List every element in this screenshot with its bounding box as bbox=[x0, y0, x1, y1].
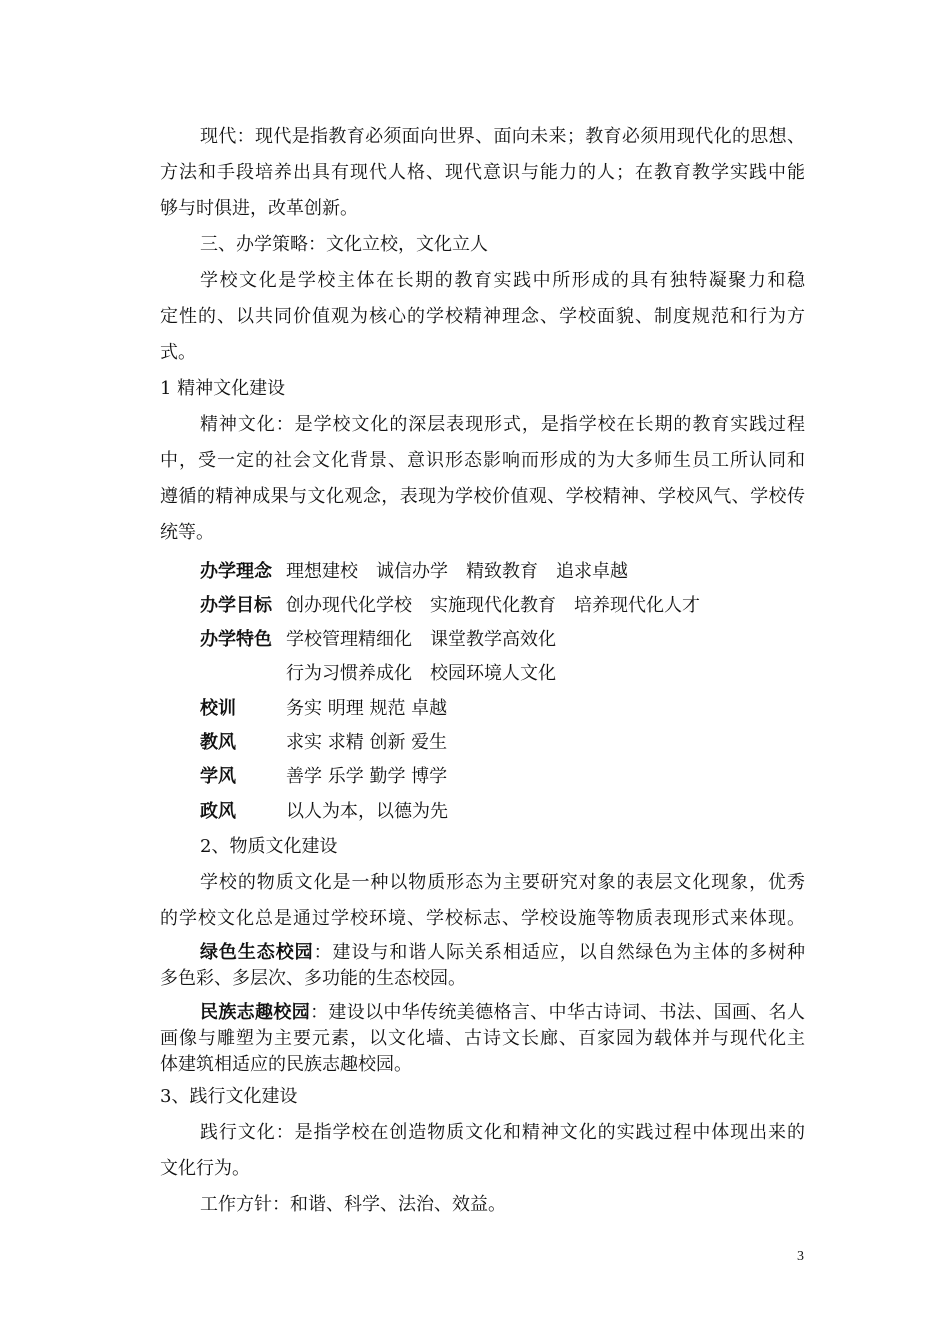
paragraph-line: 学校文化是学校主体在长期的教育实践中所形成的具有独特凝聚力和稳 bbox=[200, 270, 805, 291]
principle-label: 政风 bbox=[200, 801, 236, 822]
principle-row bbox=[200, 561, 628, 583]
paragraph-line: 的学校文化总是通过学校环境、学校标志、学校设施等物质表现形式来体现。 bbox=[160, 908, 805, 929]
bold-term: 民族志趣校园 bbox=[200, 1002, 311, 1023]
principle-value: 求实 求精 创新 爱生 bbox=[286, 732, 448, 753]
principle-row bbox=[200, 732, 447, 754]
paragraph-line: 方法和手段培养出具有现代人格、现代意识与能力的人；在教育教学实践中能 bbox=[160, 162, 805, 183]
subsection-heading: 3、践行文化建设 bbox=[160, 1086, 298, 1107]
paragraph-line: 民族志趣校园：建设以中华传统美德格言、中华古诗词、书法、国画、名人 bbox=[200, 1002, 805, 1023]
principle-label: 教风 bbox=[200, 732, 236, 753]
principle-value: 以人为本，以德为先 bbox=[286, 801, 448, 822]
paragraph-line: 式。 bbox=[160, 342, 196, 363]
principle-row bbox=[200, 629, 556, 651]
paragraph-line: 文化行为。 bbox=[160, 1158, 250, 1179]
principle-row bbox=[200, 663, 556, 685]
paragraph-line: 工作方针：和谐、科学、法治、效益。 bbox=[200, 1194, 506, 1215]
paragraph-line: 中，受一定的社会文化背景、意识形态影响而形成的为大多师生员工所认同和 bbox=[160, 450, 805, 471]
paragraph-line: 精神文化：是学校文化的深层表现形式，是指学校在长期的教育实践过程 bbox=[200, 414, 805, 435]
principle-label: 学风 bbox=[200, 766, 236, 787]
principle-label: 校训 bbox=[200, 698, 236, 719]
principle-label: 办学目标 bbox=[200, 595, 272, 616]
paragraph-line: 绿色生态校园：建设与和谐人际关系相适应，以自然绿色为主体的多树种 bbox=[200, 942, 806, 963]
principle-value: 学校管理精细化 课堂教学高效化 bbox=[286, 629, 556, 650]
principle-value: 善学 乐学 勤学 博学 bbox=[286, 766, 448, 787]
paragraph-line: 画像与雕塑为主要元素，以文化墙、古诗文长廊、百家园为载体并与现代化主 bbox=[160, 1028, 805, 1049]
principle-value: 行为习惯养成化 校园环境人文化 bbox=[286, 663, 556, 684]
principle-value: 创办现代化学校 实施现代化教育 培养现代化人才 bbox=[286, 595, 700, 616]
paragraph-line: 统等。 bbox=[160, 522, 214, 543]
paragraph-line: 现代：现代是指教育必须面向世界、面向未来；教育必须用现代化的思想、 bbox=[200, 126, 805, 147]
paragraph-line: 遵循的精神成果与文化观念，表现为学校价值观、学校精神、学校风气、学校传 bbox=[160, 486, 805, 507]
principle-row bbox=[200, 595, 700, 617]
paragraph-line: 体建筑相适应的民族志趣校园。 bbox=[160, 1054, 412, 1075]
paragraph-line: 学校的物质文化是一种以物质形态为主要研究对象的表层文化现象，优秀 bbox=[200, 872, 805, 893]
bold-term: 绿色生态校园 bbox=[200, 942, 314, 963]
principle-row bbox=[200, 766, 447, 788]
principle-label: 办学理念 bbox=[200, 561, 272, 582]
section-heading: 三、办学策略：文化立校，文化立人 bbox=[200, 234, 488, 255]
principle-row bbox=[200, 801, 448, 823]
principle-value: 理想建校 诚信办学 精致教育 追求卓越 bbox=[286, 561, 628, 582]
paragraph-line: 多色彩、多层次、多功能的生态校园。 bbox=[160, 968, 466, 989]
principle-label: 办学特色 bbox=[200, 629, 272, 650]
principle-row bbox=[200, 698, 447, 720]
paragraph-line: 践行文化：是指学校在创造物质文化和精神文化的实践过程中体现出来的 bbox=[200, 1122, 805, 1143]
subsection-heading: 1 精神文化建设 bbox=[160, 378, 286, 399]
subsection-heading: 2、物质文化建设 bbox=[200, 836, 338, 857]
paragraph-line: 定性的、以共同价值观为核心的学校精神理念、学校面貌、制度规范和行为方 bbox=[160, 306, 805, 327]
paragraph-line: 够与时俱进，改革创新。 bbox=[160, 198, 358, 219]
principle-value: 务实 明理 规范 卓越 bbox=[286, 698, 448, 719]
page-number: 3 bbox=[797, 1249, 804, 1264]
